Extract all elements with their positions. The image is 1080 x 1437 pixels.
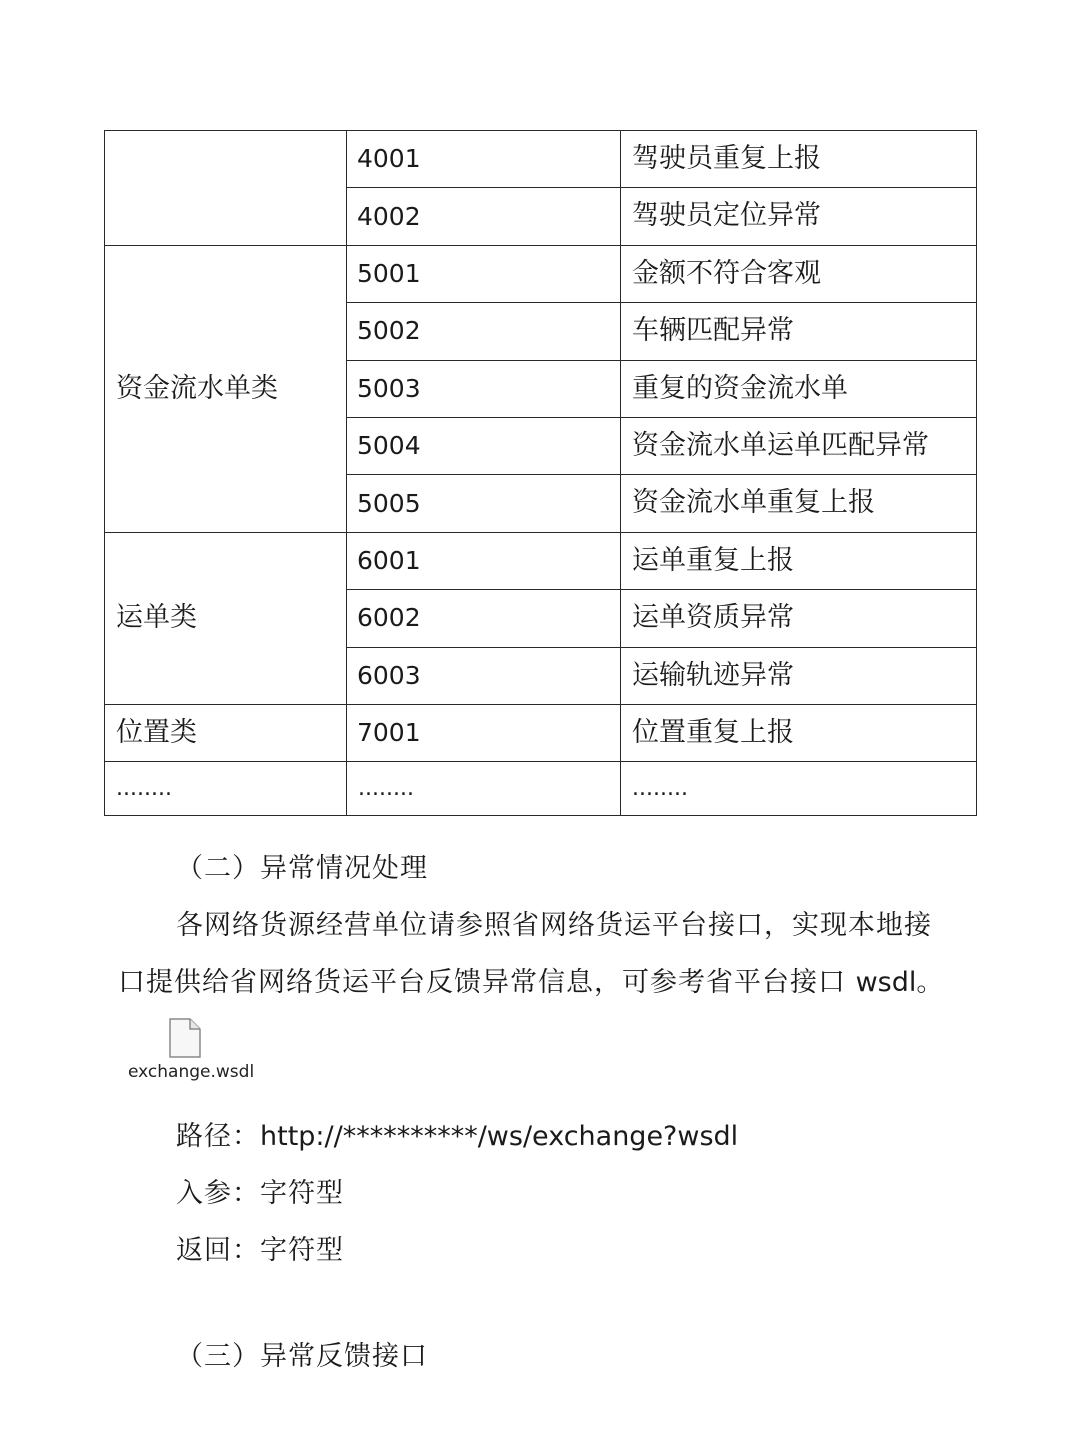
category-cell: 资金流水单类 bbox=[105, 245, 347, 532]
path-label: 路径： bbox=[176, 1121, 260, 1152]
code-cell: 7001 bbox=[347, 704, 621, 761]
file-icon[interactable] bbox=[168, 1018, 202, 1058]
section-heading-3: （三）异常反馈接口 bbox=[176, 1341, 428, 1372]
section-heading-2: （二）异常情况处理 bbox=[176, 853, 428, 884]
description-cell: 资金流水单重复上报 bbox=[621, 475, 977, 532]
code-cell: ........ bbox=[347, 762, 621, 816]
paragraph-line-2-suffix: 。 bbox=[916, 967, 945, 998]
description-cell: 驾驶员定位异常 bbox=[621, 188, 977, 245]
code-cell: 5003 bbox=[347, 360, 621, 417]
path-line bbox=[176, 1114, 738, 1153]
description-cell: 驾驶员重复上报 bbox=[621, 131, 977, 188]
return-value: 字符型 bbox=[260, 1235, 344, 1266]
description-cell: 资金流水单运单匹配异常 bbox=[621, 417, 977, 474]
table-row bbox=[105, 131, 977, 188]
exception-code-table bbox=[104, 130, 977, 816]
table-row bbox=[105, 245, 977, 302]
description-cell: 重复的资金流水单 bbox=[621, 360, 977, 417]
return-label: 返回： bbox=[176, 1235, 260, 1266]
code-cell: 5004 bbox=[347, 417, 621, 474]
description-cell: 运输轨迹异常 bbox=[621, 647, 977, 704]
attachment-filename[interactable]: exchange.wsdl bbox=[128, 1062, 255, 1082]
category-cell: 位置类 bbox=[105, 704, 347, 761]
paragraph-line-2 bbox=[118, 960, 944, 999]
category-cell bbox=[105, 131, 347, 246]
paragraph-line-1: 各网络货源经营单位请参照省网络货运平台接口，实现本地接 bbox=[176, 910, 932, 941]
code-cell: 6003 bbox=[347, 647, 621, 704]
input-param-line bbox=[176, 1171, 344, 1210]
table-row bbox=[105, 762, 977, 816]
wsdl-text: wsdl bbox=[855, 967, 917, 998]
description-cell: 金额不符合客观 bbox=[621, 245, 977, 302]
table-row bbox=[105, 704, 977, 761]
input-value: 字符型 bbox=[260, 1178, 344, 1209]
code-cell: 5001 bbox=[347, 245, 621, 302]
description-cell: ........ bbox=[621, 762, 977, 816]
description-cell: 运单资质异常 bbox=[621, 590, 977, 647]
category-cell: 运单类 bbox=[105, 532, 347, 704]
code-cell: 6001 bbox=[347, 532, 621, 589]
input-label: 入参： bbox=[176, 1178, 260, 1209]
description-cell: 车辆匹配异常 bbox=[621, 303, 977, 360]
paragraph-line-2-text: 口提供给省网络货运平台反馈异常信息，可参考省平台接口 bbox=[118, 967, 856, 998]
code-cell: 5002 bbox=[347, 303, 621, 360]
code-cell: 4002 bbox=[347, 188, 621, 245]
description-cell: 运单重复上报 bbox=[621, 532, 977, 589]
description-cell: 位置重复上报 bbox=[621, 704, 977, 761]
code-cell: 5005 bbox=[347, 475, 621, 532]
path-value: http://**********/ws/exchange?wsdl bbox=[260, 1121, 739, 1152]
code-cell: 6002 bbox=[347, 590, 621, 647]
category-cell: ........ bbox=[105, 762, 347, 816]
code-cell: 4001 bbox=[347, 131, 621, 188]
return-line bbox=[176, 1228, 344, 1267]
table-row bbox=[105, 532, 977, 589]
